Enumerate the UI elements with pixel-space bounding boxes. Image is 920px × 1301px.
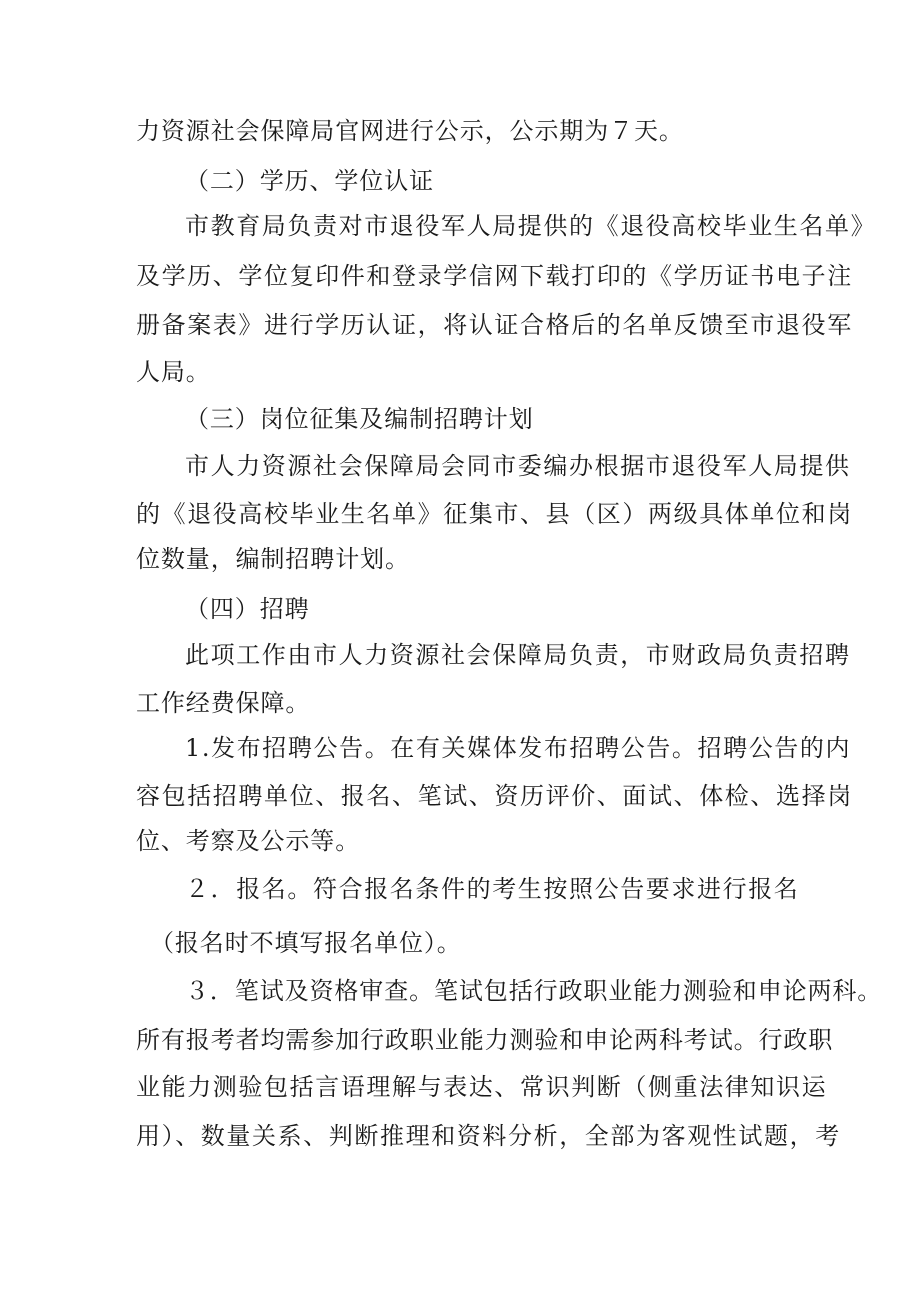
text-line-16: 位、考察及公示等。 — [136, 827, 361, 855]
text-line-1: 力资源社会保障局官网进行公示，公示期为７天。 — [136, 117, 684, 145]
text-line-19: ３．笔试及资格审查。笔试包括行政职业能力测验和申论两科。 — [185, 977, 883, 1005]
section-heading-3: （三）岗位征集及编制招聘计划 — [185, 405, 534, 433]
text-line-17: ２．报名。符合报名条件的考生按照公告要求进行报名 — [185, 875, 800, 903]
text-line-5: 册备案表》进行学历认证，将认证合格后的名单反馈至市退役军 — [136, 311, 853, 339]
text-line-14: 1.发布招聘公告。在有关媒体发布招聘公告。招聘公告的内 — [185, 734, 852, 762]
text-line-10: 位数量，编制招聘计划。 — [136, 545, 410, 573]
text-line-4: 及学历、学位复印件和登录学信网下载打印的《学历证书电子注 — [136, 262, 853, 290]
text-line-21: 业能力测验包括言语理解与表达、常识判断（侧重法律知识运 — [136, 1073, 828, 1101]
text-line-9: 的《退役高校毕业生名单》征集市、县（区）两级具体单位和岗 — [136, 500, 853, 528]
text-line-3: 市教育局负责对市退役军人局提供的《退役高校毕业生名单》 — [185, 212, 877, 240]
text-line-20: 所有报考者均需参加行政职业能力测验和申论两科考试。行政职 — [136, 1026, 834, 1054]
text-line-22: 用）、数量关系、判断推理和资料分析，全部为客观性试题，考 — [136, 1122, 841, 1150]
text-line-6: 人局。 — [136, 358, 211, 386]
text-line-12: 此项工作由市人力资源社会保障局负责，市财政局负责招聘 — [185, 641, 851, 669]
section-heading-2: （二）学历、学位认证 — [185, 167, 434, 195]
text-line-8: 市人力资源社会保障局会同市委编办根据市退役军人局提供 — [185, 452, 851, 480]
text-line-18: （报名时不填写报名单位）。 — [150, 929, 462, 957]
text-line-15: 容包括招聘单位、报名、笔试、资历评价、面试、体检、选择岗 — [136, 782, 853, 810]
text-line-13: 工作经费保障。 — [136, 689, 311, 717]
section-heading-4: （四）招聘 — [185, 595, 310, 623]
